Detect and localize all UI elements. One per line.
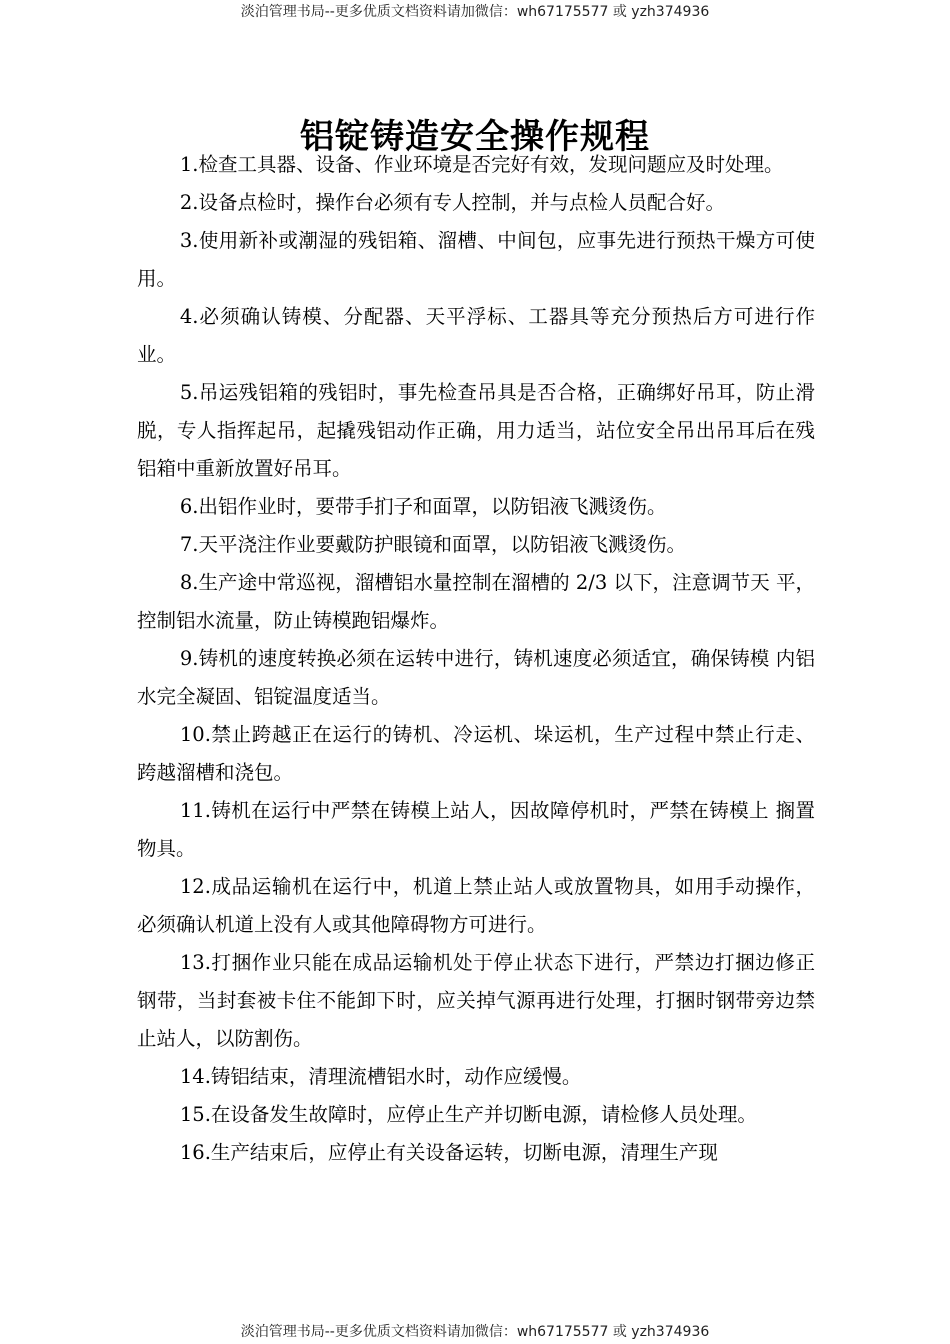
rule-item-11: 11.铸机在运行中严禁在铸模上站人，因故障停机时，严禁在铸模上 搁置物具。 xyxy=(137,799,815,860)
rule-item-3: 3.使用新补或潮湿的残铝箱、溜槽、中间包，应事先进行预热干燥方可使用。 xyxy=(137,229,815,290)
rule-item-15: 15.在设备发生故障时，应停止生产并切断电源，请检修人员处理。 xyxy=(179,1103,757,1126)
header-watermark: 淡泊管理书局--更多优质文档资料请加微信：wh67175577 或 yzh374936 xyxy=(240,4,710,20)
rule-item-9: 9.铸机的速度转换必须在运转中进行，铸机速度必须适宜，确保铸模 内铝水完全凝固、铝锭温度适当。 xyxy=(137,647,815,708)
rule-item-10: 10.禁止跨越正在运行的铸机、冷运机、垛运机，生产过程中禁止行走、跨越溜槽和浇包。 xyxy=(137,723,815,784)
rule-item-5: 5.吊运残铝箱的残铝时，事先检查吊具是否合格，正确绑好吊耳，防止滑脱，专人指挥起吊，起撬残铝动作正确，用力适当，站位安全吊出吊耳后在残铝箱中重新放置好吊耳。 xyxy=(137,381,815,480)
footer-watermark: 淡泊管理书局--更多优质文档资料请加微信：wh67175577 或 yzh374936 xyxy=(240,1324,710,1340)
rule-item-4: 4.必须确认铸模、分配器、天平浮标、工器具等充分预热后方可进行作业。 xyxy=(137,305,815,366)
rule-item-16: 16.生产结束后，应停止有关设备运转，切断电源，清理生产现 xyxy=(179,1141,718,1164)
rule-item-2: 2.设备点检时，操作台必须有专人控制，并与点检人员配合好。 xyxy=(179,191,725,214)
rule-item-12: 12.成品运输机在运行中，机道上禁止站人或放置物具，如用手动操作，必须确认机道上没有人或其他障碍物方可进行。 xyxy=(137,875,815,936)
rule-item-13: 13.打捆作业只能在成品运输机处于停止状态下进行，严禁边打捆边修正钢带，当封套被卡住不能卸下时，应关掉气源再进行处理，打捆时钢带旁边禁止站人，以防割伤。 xyxy=(137,951,815,1050)
page-title: 铝锭铸造安全操作规程 xyxy=(300,116,650,157)
rule-item-7: 7.天平浇注作业要戴防护眼镜和面罩，以防铝液飞溅烫伤。 xyxy=(179,533,686,556)
document-body xyxy=(137,146,815,1172)
rule-item-6: 6.出铝作业时，要带手扪子和面罩，以防铝液飞溅烫伤。 xyxy=(179,495,667,518)
rule-item-8: 8.生产途中常巡视，溜槽铝水量控制在溜槽的 2/3 以下，注意调节天 平，控制铝水流量，防止铸模跑铝爆炸。 xyxy=(137,571,815,632)
rule-item-1: 1.检查工具器、设备、作业环境是否完好有效，发现问题应及时处理。 xyxy=(179,153,784,176)
rule-item-14: 14.铸铝结束，清理流槽铝水时，动作应缓慢。 xyxy=(179,1065,582,1088)
